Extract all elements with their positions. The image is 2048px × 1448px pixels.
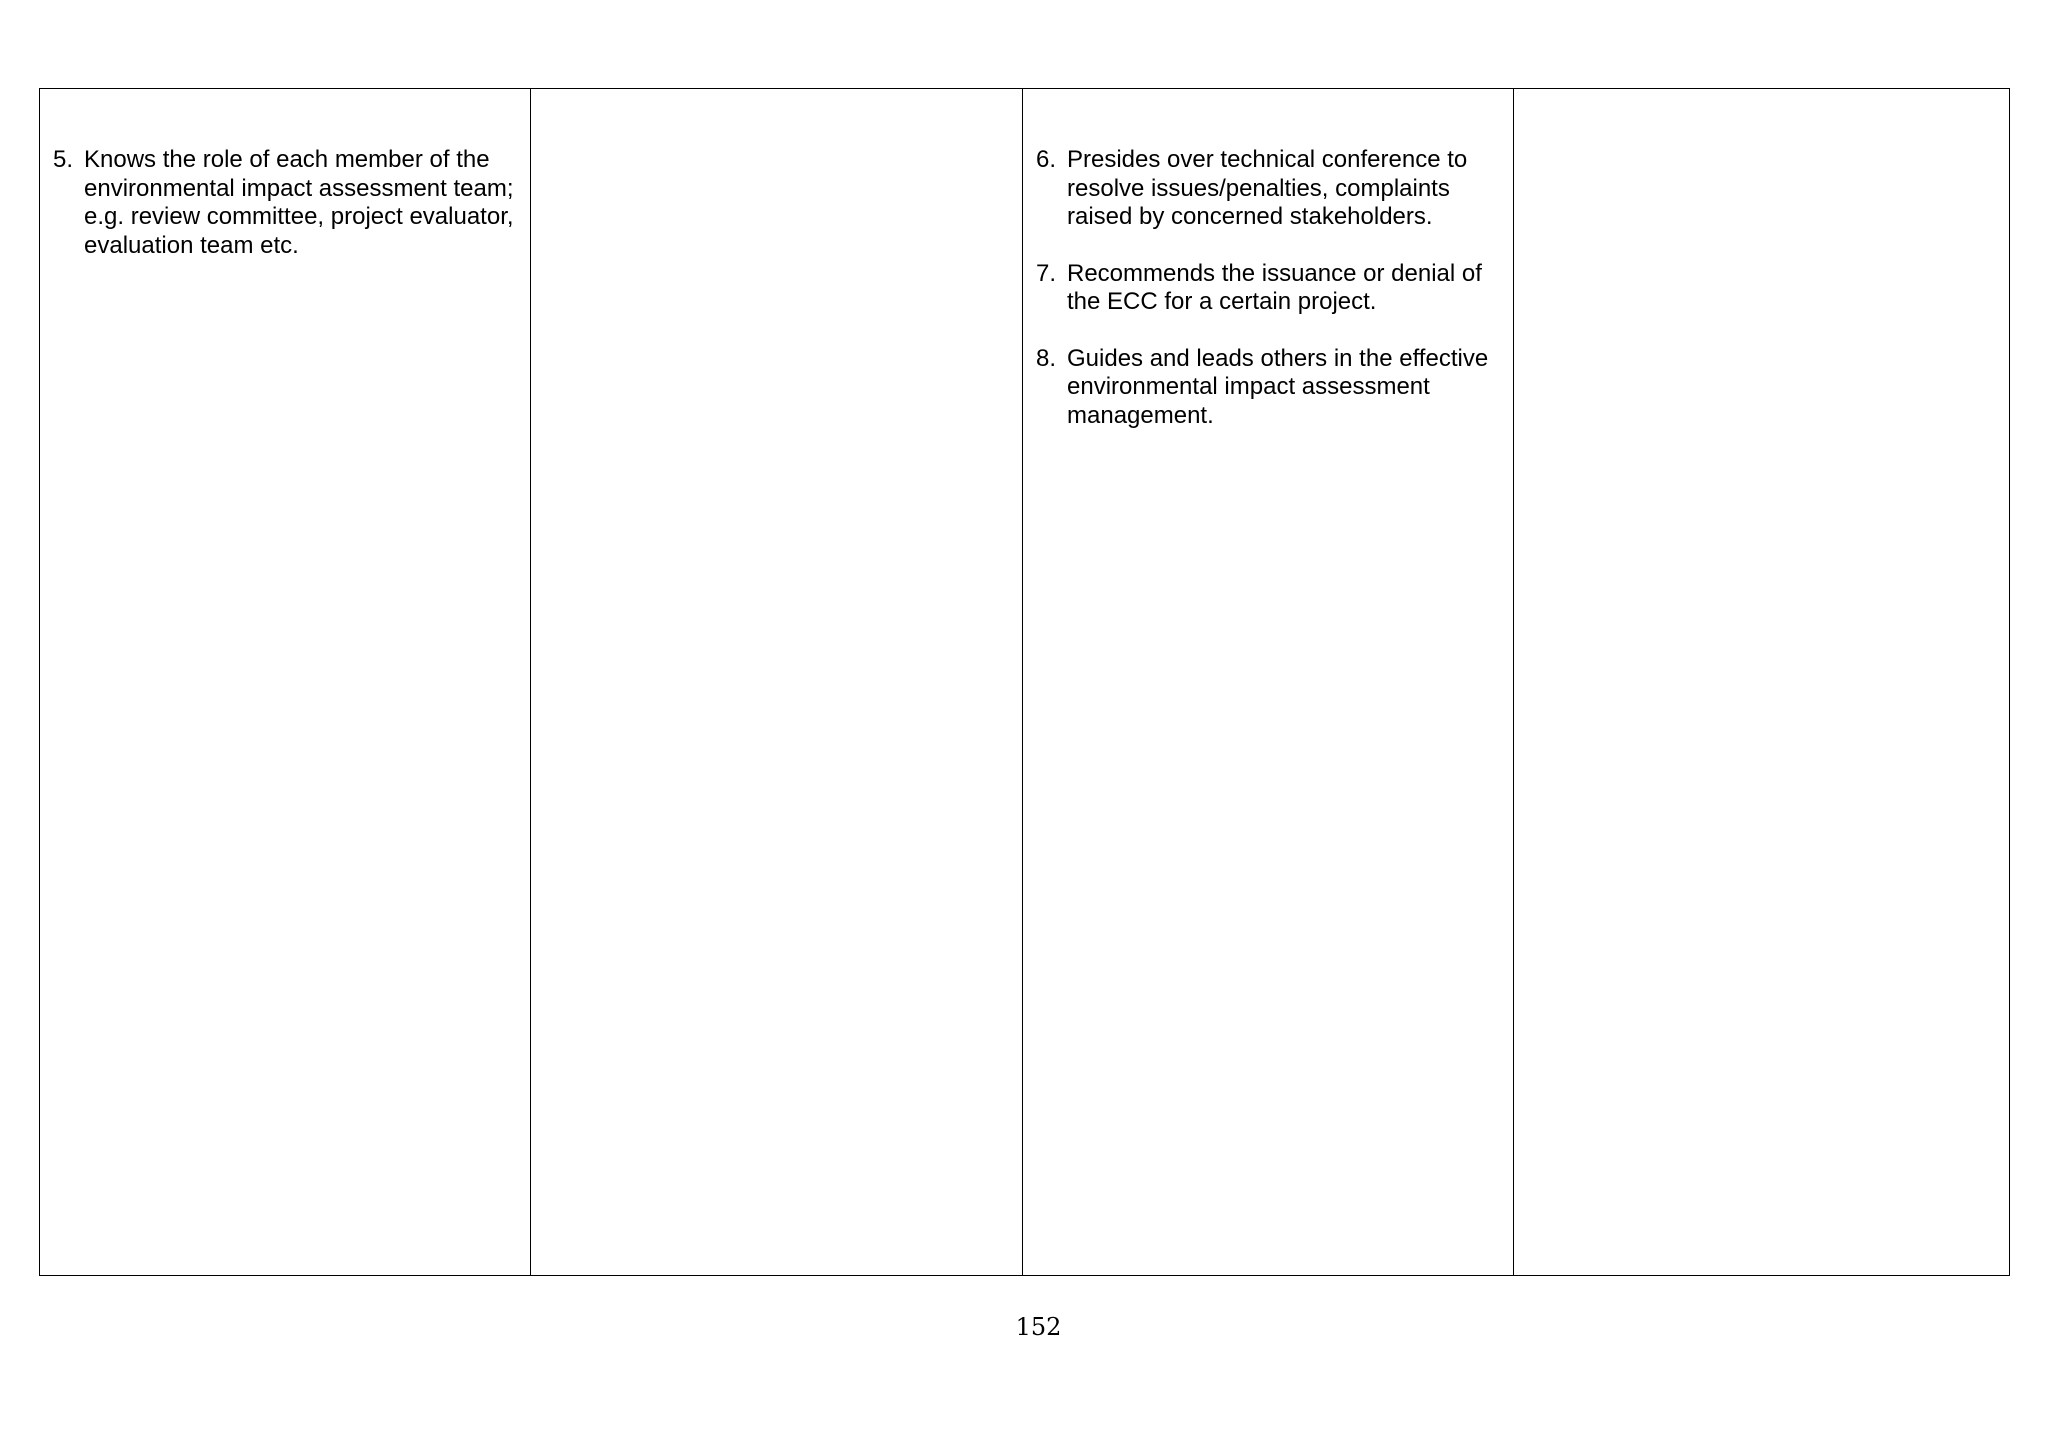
- table-cell-column-1: [40, 89, 531, 1276]
- table-row: [40, 89, 2010, 1276]
- page-number: 152: [1015, 1313, 1062, 1341]
- list-item-number: 6.: [1036, 146, 1057, 173]
- list-item-text: Recommends the issuance or denial of the ECC for a certain project.: [1067, 259, 1482, 315]
- list-item: [1036, 345, 1503, 431]
- numbered-list: [53, 146, 520, 260]
- list-item: [53, 146, 520, 260]
- list-item-text: Guides and leads others in the effective environmental impact assessment management.: [1067, 344, 1489, 429]
- table-cell-column-3: [1023, 89, 1514, 1276]
- competency-table: [39, 88, 2010, 1276]
- table-cell-column-4: [1514, 89, 2010, 1276]
- list-item-number: 5.: [53, 146, 74, 173]
- list-item-number: 7.: [1036, 259, 1057, 287]
- numbered-list: [1036, 146, 1503, 430]
- list-item-text: Presides over technical conference to resolve issues/penalties, complaints raised by concerned stakeholders.: [1067, 146, 1468, 230]
- list-item-number: 8.: [1036, 344, 1057, 372]
- list-item: [1036, 146, 1503, 232]
- list-item-text: Knows the role of each member of the environmental impact assessment team; e.g. review committee, project evaluator, evaluation team etc.: [84, 146, 514, 259]
- list-item: [1036, 260, 1503, 317]
- table-cell-column-2: [531, 89, 1023, 1276]
